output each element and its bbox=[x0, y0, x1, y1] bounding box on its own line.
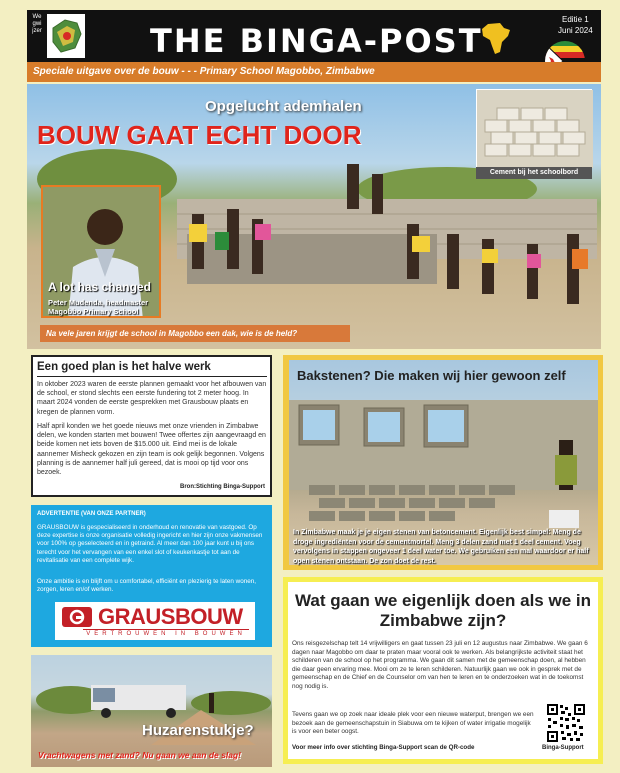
article-zimbabwe-paragraph-2: Tevens gaan we op zoek naar ideale plek voor een nieuwe waterput, brengen we een bezoek aan de gemeenschapstuin in Siabuwa om te kijken of water irrigatie mogelijk is voor een beter oogst. bbox=[292, 711, 534, 736]
cement-caption: Cement bij het schoolbord bbox=[476, 167, 592, 179]
article-trucks-caption: Vrachtwagens met zand? Nu gaan we aan de slag! bbox=[38, 750, 241, 760]
portrait-caption-school: Magobbo Primary School bbox=[48, 307, 139, 316]
qr-code-icon bbox=[546, 703, 586, 743]
edition-date: Juni 2024 bbox=[558, 26, 593, 35]
article-plan-divider bbox=[37, 376, 267, 377]
cement-bags-image bbox=[477, 90, 593, 168]
qr-code[interactable] bbox=[546, 703, 586, 743]
subheader-text: Speciale uitgave over de bouw - - - Primary School Magobbo, Zimbabwe bbox=[33, 66, 375, 77]
edition-number: Editie 1 bbox=[562, 15, 589, 24]
qr-label: Binga-Support bbox=[542, 745, 584, 751]
zimbabwe-map-icon bbox=[47, 14, 85, 58]
article-plan-paragraph-2: Half april konden we het goede nieuws met onze vrienden in Zimbabwe delen, we konden starten met bouwen! Twee offertes zijn aangevraagd en beide komen net iets boven de $15.000 uit. Eind mei is de lokale aannemer Misheck gekozen en zijn team is ook gelijk begonnen. Volgens planning is de aannemer half juli gereed, dat is mooi op tijd voor ons bezoek. bbox=[37, 423, 266, 477]
grausbouw-wordmark: GRAUSBOUW bbox=[98, 604, 243, 629]
grausbouw-logo-icon bbox=[61, 606, 93, 628]
article-zimbabwe-paragraph-1: Ons reisgezelschap telt 14 vrijwilligers en gaat tussen 23 juli en 12 augustus naar Zimbabwe. We gaan 6 dagen naar Magobbo om daar te praten maar vooral ook te werken. Als belangrijkste activiteit staat het schilderen van de school op het programma. We gaan dit samen met de gemeenschap doen, al hebben die daar geen ervaring mee. Mooi om ze te leren schilderen. Natuurlijk gaan we ook in gesprek met de gemeenschap en de Chief en de Counselor om van hen te leren en te onderzoeken wat in de toekomst nog nodig is. bbox=[292, 640, 588, 690]
qr-info-text: Voor meer info over stichting Binga-Support scan de QR-code bbox=[292, 744, 475, 751]
portrait-heading: A lot has changed bbox=[48, 280, 151, 294]
hero-headline: BOUW GAAT ECHT DOOR bbox=[37, 120, 362, 150]
article-bricks-heading: Bakstenen? Die maken wij hier gewoon zelf bbox=[297, 368, 566, 383]
africa-icon bbox=[478, 20, 514, 56]
map-logo bbox=[47, 14, 85, 58]
article-plan-source: Bron:Stichting Binga-Support bbox=[180, 484, 265, 490]
advert-paragraph-1: GRAUSBOUW is gespecialiseerd in onderhoud en renovatie van vastgoed. Op deze expertise is onze organisatie volledig ingericht en hier zijn onze vakmensen voor 100% op geselecteerd en in getraind. Al meer dan 100 jaar kunt u bij ons terecht voor het vervangen van een enkel slot of keukenkastje tot aan de revitalisatie van een complete wijk. bbox=[37, 524, 263, 564]
cement-photo bbox=[476, 89, 592, 167]
article-zimbabwe-heading: Wat gaan we eigenlijk doen als we in Zimbabwe zijn? bbox=[295, 591, 591, 630]
article-plan-paragraph-1: In oktober 2023 waren de eerste plannen gemaakt voor het afbouwen van de school, er stond slechts een eerste fundering tot 2 meter hoog. In maart 2024 vonden de eerste gesprekken met Grausbouw plaats en kregen de plannen vorm. bbox=[37, 381, 267, 416]
masthead-side-label: Wegwijzer bbox=[32, 14, 42, 34]
advert-label: ADVERTENTIE (VAN ONZE PARTNER) bbox=[37, 511, 146, 517]
grausbouw-slogan: VERTROUWEN IN BOUWEN bbox=[83, 629, 249, 637]
article-bricks-caption: In Zimbabwe maak je je eigen stenen van betoncement. Eigenlijk best simpel: Meng de droge ingrediënten voor de cementmortel. Meng 3 delen zand met 1 deel cement. Voeg vervolgens in stappen ongeveer 1 deel water toe. We gebruiken een mal waardoor er half open stenen ontstaan. De zon doet de rest. bbox=[293, 529, 589, 565]
article-plan-heading: Een goed plan is het halve werk bbox=[37, 361, 211, 373]
portrait-caption-name: Peter Mudenda, headmaster bbox=[48, 298, 149, 307]
article-trucks-heading: Huzarenstukje? bbox=[142, 722, 254, 739]
portrait-caption bbox=[48, 298, 158, 316]
newspaper-title: THE BINGA-POST bbox=[150, 22, 483, 60]
edition-info bbox=[558, 14, 593, 36]
hero-subtitle: Opgelucht ademhalen bbox=[205, 98, 362, 115]
hero-caption: Na vele jaren krijgt de school in Magobbo een dak, wie is de held? bbox=[40, 325, 350, 342]
advert-paragraph-2: Onze ambitie is en blijft om u comfortabel, efficiënt en plezierig te laten wonen, zorgen, leren en/of werken. bbox=[37, 578, 256, 594]
